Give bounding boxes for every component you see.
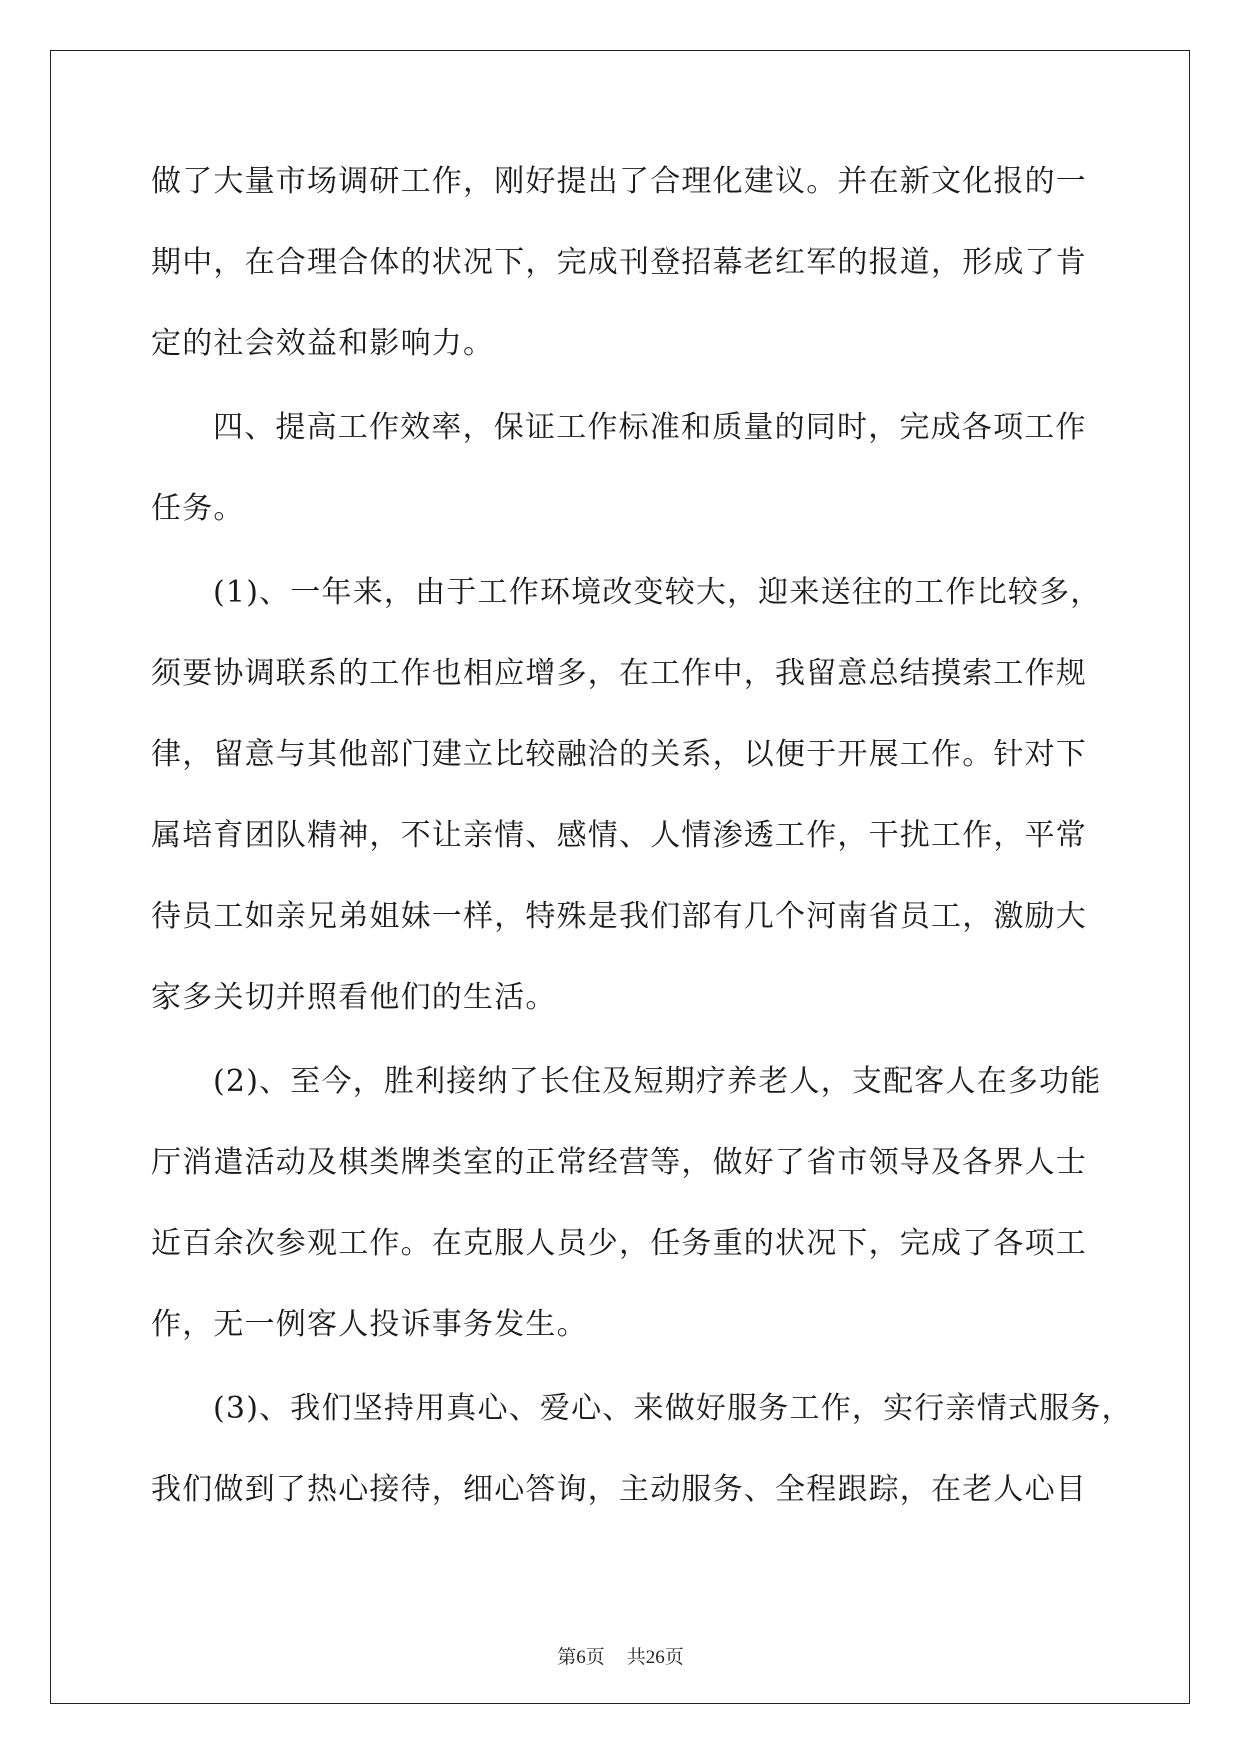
paragraph-start-line: (2)、至今，胜利接纳了长住及短期疗养老人，支配客人在多功能 [213,1064,1102,1099]
text-line: 属培育团队精神，不让亲情、感情、人情渗透工作，干扰工作，平常 [151,818,1087,853]
total-pages: 共26页 [626,1647,684,1668]
text-line: 定的社会效益和影响力。 [151,326,495,361]
text-line: 须要协调联系的工作也相应增多，在工作中，我留意总结摸索工作规 [151,656,1087,691]
paragraph-start-line: (3)、我们坚持用真心、爱心、来做好服务工作，实行亲情式服务， [213,1391,1133,1426]
page-footer [0,1646,1241,1670]
text-line: 做了大量市场调研工作，刚好提出了合理化建议。并在新文化报的一 [151,164,1087,199]
text-line: 任务。 [151,491,245,526]
text-line: 家多关切并照看他们的生活。 [151,980,557,1015]
document-body [151,162,1133,1551]
text-line: 待员工如亲兄弟姐妹一样，特殊是我们部有几个河南省员工，激励大 [151,899,1087,934]
text-line: 厅消遣活动及棋类牌类室的正常经营等，做好了省市领导及各界人士 [151,1145,1087,1180]
text-line: 作，无一例客人投诉事务发生。 [151,1307,588,1342]
text-line: 近百余次参观工作。在克服人员少，任务重的状况下，完成了各项工 [151,1226,1087,1261]
paragraph-start-line: (1)、一年来，由于工作环境改变较大，迎来送往的工作比较多， [213,575,1102,610]
text-line: 我们做到了热心接待，细心答询，主动服务、全程跟踪，在老人心目 [151,1472,1087,1507]
text-line: 律，留意与其他部门建立比较融洽的关系，以便于开展工作。针对下 [151,737,1087,772]
current-page-number: 第6页 [557,1647,605,1668]
section-heading-line: 四、提高工作效率，保证工作标准和质量的同时，完成各项工作 [213,410,1087,445]
text-line: 期中，在合理合体的状况下，完成刊登招幕老红军的报道，形成了肯 [151,245,1087,280]
